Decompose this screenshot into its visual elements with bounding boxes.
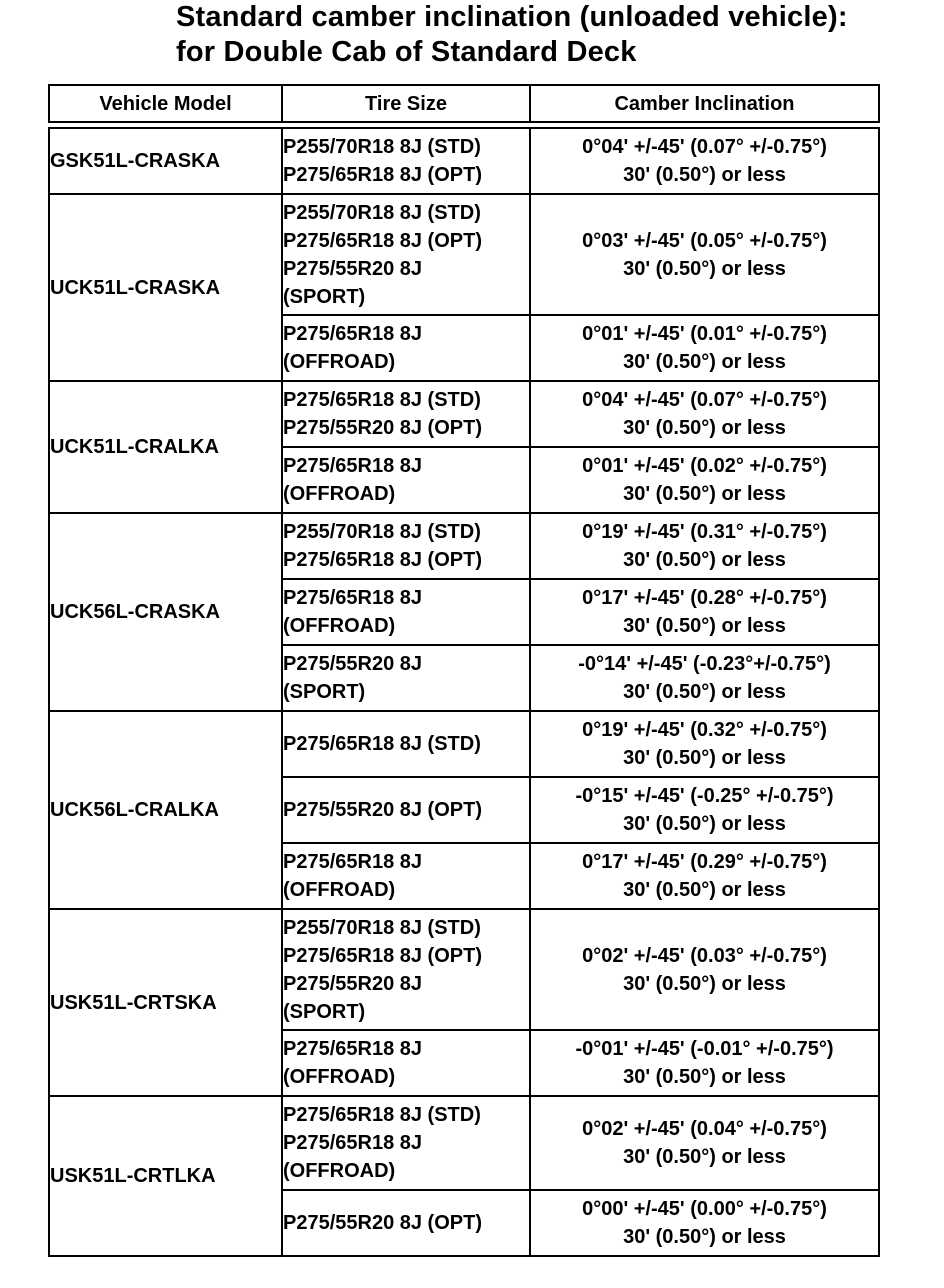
cell-tire-size — [282, 711, 530, 777]
camber-line: 30' (0.50°) or less — [623, 351, 786, 373]
camber-line: 30' (0.50°) or less — [623, 417, 786, 439]
cell-camber-inclination — [530, 1190, 879, 1256]
cell-tire-size — [282, 1096, 530, 1190]
camber-line: 0°01' +/-45' (0.02° +/-0.75°) — [582, 455, 827, 477]
camber-line: -0°14' +/-45' (-0.23°+/-0.75°) — [578, 653, 831, 675]
table-body — [49, 128, 879, 1256]
tire-size-line: P275/55R20 8J (OPT) — [283, 417, 482, 439]
tire-size-line: P275/65R18 8J — [283, 851, 423, 873]
tire-size-line: P275/65R18 8J (STD) — [283, 733, 481, 755]
cell-vehicle-model: USK51L-CRTLKA — [49, 1096, 282, 1256]
tire-size-line: P255/70R18 8J (STD) — [283, 521, 481, 543]
table-header — [49, 85, 879, 128]
camber-line: 0°03' +/-45' (0.05° +/-0.75°) — [582, 229, 827, 252]
camber-line: 0°04' +/-45' (0.07° +/-0.75°) — [582, 136, 827, 158]
cell-tire-size — [282, 381, 530, 447]
cell-camber-inclination — [530, 645, 879, 711]
cell-tire-size — [282, 1190, 530, 1256]
table-row — [49, 711, 879, 777]
camber-line: 0°02' +/-45' (0.04° +/-0.75°) — [582, 1118, 827, 1140]
tire-size-line: (OFFROAD) — [283, 1160, 396, 1182]
camber-line: 30' (0.50°) or less — [623, 1226, 786, 1248]
camber-line: 0°02' +/-45' (0.03° +/-0.75°) — [582, 944, 827, 967]
camber-line: 30' (0.50°) or less — [623, 549, 786, 571]
camber-line: 30' (0.50°) or less — [623, 164, 786, 186]
camber-line: 30' (0.50°) or less — [623, 615, 786, 637]
tire-size-line: P275/65R18 8J (OPT) — [283, 164, 482, 186]
cell-camber-inclination — [530, 194, 879, 315]
tire-size-line: P275/55R20 8J — [283, 972, 423, 995]
tire-size-line: P275/65R18 8J (OPT) — [283, 229, 482, 252]
cell-camber-inclination — [530, 777, 879, 843]
camber-line: 30' (0.50°) or less — [623, 1146, 786, 1168]
cell-camber-inclination — [530, 447, 879, 513]
tire-size-line: (SPORT) — [283, 285, 366, 308]
camber-spec-table — [48, 84, 880, 1257]
cell-tire-size — [282, 777, 530, 843]
header-camber-inclination: Camber Inclination — [530, 85, 879, 122]
page-title — [176, 0, 848, 70]
table-row — [49, 1096, 879, 1190]
tire-size-line: (OFFROAD) — [283, 615, 396, 637]
tire-size-line: P275/65R18 8J (STD) — [283, 1104, 481, 1126]
cell-camber-inclination — [530, 1096, 879, 1190]
cell-tire-size — [282, 447, 530, 513]
camber-line: 30' (0.50°) or less — [623, 257, 786, 280]
camber-line: 0°01' +/-45' (0.01° +/-0.75°) — [582, 323, 827, 345]
camber-line: 30' (0.50°) or less — [623, 681, 786, 703]
tire-size-line: P275/65R18 8J — [283, 323, 423, 345]
tire-size-line: P275/65R18 8J — [283, 1132, 423, 1154]
cell-tire-size — [282, 909, 530, 1030]
cell-camber-inclination — [530, 513, 879, 579]
cell-camber-inclination — [530, 909, 879, 1030]
cell-camber-inclination — [530, 843, 879, 909]
camber-line: -0°01' +/-45' (-0.01° +/-0.75°) — [575, 1038, 834, 1060]
cell-tire-size — [282, 194, 530, 315]
tire-size-line: (OFFROAD) — [283, 879, 396, 901]
camber-line: -0°15' +/-45' (-0.25° +/-0.75°) — [575, 785, 834, 807]
tire-size-line: P275/65R18 8J — [283, 1038, 423, 1060]
tire-size-line: P275/65R18 8J (STD) — [283, 389, 481, 411]
tire-size-line: P275/65R18 8J — [283, 455, 423, 477]
header-tire-size: Tire Size — [282, 85, 530, 122]
camber-line: 0°04' +/-45' (0.07° +/-0.75°) — [582, 389, 827, 411]
cell-vehicle-model: GSK51L-CRASKA — [49, 128, 282, 194]
camber-line: 0°00' +/-45' (0.00° +/-0.75°) — [582, 1198, 827, 1220]
tire-size-line: (OFFROAD) — [283, 1066, 396, 1088]
cell-tire-size — [282, 579, 530, 645]
camber-line: 0°17' +/-45' (0.29° +/-0.75°) — [582, 851, 827, 873]
cell-vehicle-model: USK51L-CRTSKA — [49, 909, 282, 1096]
tire-size-line: P275/65R18 8J (OPT) — [283, 549, 482, 571]
camber-line: 30' (0.50°) or less — [623, 879, 786, 901]
cell-camber-inclination — [530, 381, 879, 447]
camber-line: 0°19' +/-45' (0.32° +/-0.75°) — [582, 719, 827, 741]
cell-vehicle-model: UCK51L-CRALKA — [49, 381, 282, 513]
table-row — [49, 909, 879, 1030]
cell-camber-inclination — [530, 711, 879, 777]
cell-camber-inclination — [530, 1030, 879, 1096]
camber-line: 0°17' +/-45' (0.28° +/-0.75°) — [582, 587, 827, 609]
tire-size-line: P255/70R18 8J (STD) — [283, 136, 481, 158]
cell-tire-size — [282, 513, 530, 579]
tire-size-line: P255/70R18 8J (STD) — [283, 201, 481, 224]
title-line-1: Standard camber inclination (unloaded vehicle): — [176, 1, 848, 33]
tire-size-line: (SPORT) — [283, 681, 366, 703]
tire-size-line: (SPORT) — [283, 1000, 366, 1023]
tire-size-line: P255/70R18 8J (STD) — [283, 916, 481, 939]
tire-size-line: P275/55R20 8J — [283, 257, 423, 280]
tire-size-line: P275/65R18 8J (OPT) — [283, 944, 482, 967]
table-row — [49, 194, 879, 315]
camber-line: 30' (0.50°) or less — [623, 1066, 786, 1088]
camber-line: 30' (0.50°) or less — [623, 747, 786, 769]
cell-tire-size — [282, 843, 530, 909]
cell-camber-inclination — [530, 128, 879, 194]
cell-tire-size — [282, 1030, 530, 1096]
tire-size-line: (OFFROAD) — [283, 483, 396, 505]
tire-size-line: (OFFROAD) — [283, 351, 396, 373]
cell-vehicle-model: UCK56L-CRASKA — [49, 513, 282, 711]
cell-camber-inclination — [530, 579, 879, 645]
cell-tire-size — [282, 128, 530, 194]
camber-line: 30' (0.50°) or less — [623, 972, 786, 995]
table-row — [49, 128, 879, 194]
camber-table-container — [48, 84, 878, 1257]
tire-size-line: P275/55R20 8J (OPT) — [283, 1212, 482, 1234]
cell-tire-size — [282, 645, 530, 711]
cell-tire-size — [282, 315, 530, 381]
header-vehicle-model: Vehicle Model — [49, 85, 282, 122]
cell-camber-inclination — [530, 315, 879, 381]
tire-size-line: P275/55R20 8J — [283, 653, 423, 675]
cell-vehicle-model: UCK56L-CRALKA — [49, 711, 282, 909]
camber-line: 30' (0.50°) or less — [623, 813, 786, 835]
tire-size-line: P275/55R20 8J (OPT) — [283, 799, 482, 821]
tire-size-line: P275/65R18 8J — [283, 587, 423, 609]
cell-vehicle-model: UCK51L-CRASKA — [49, 194, 282, 381]
camber-line: 30' (0.50°) or less — [623, 483, 786, 505]
camber-line: 0°19' +/-45' (0.31° +/-0.75°) — [582, 521, 827, 543]
table-row — [49, 381, 879, 447]
table-row — [49, 513, 879, 579]
title-line-2: for Double Cab of Standard Deck — [176, 36, 637, 68]
